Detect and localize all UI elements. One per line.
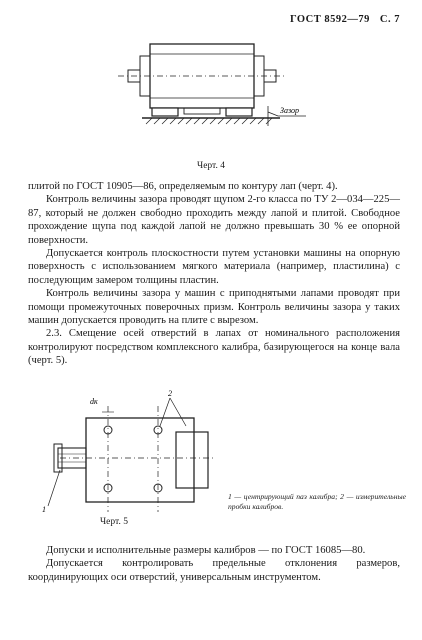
- foot-right: [226, 108, 252, 116]
- paragraph: Контроль величины зазора у машин с приподнятыми лапами проводят при помощи промежуточных поверочных призм. Контроль величины зазора у таких машин допускается проводить на плите с вырезом.: [28, 288, 400, 327]
- page-number: С. 7: [379, 14, 400, 25]
- figure-4-caption: Черт. 4: [197, 161, 225, 171]
- paragraph: Контроль величины зазора проводят щупом 2-го класса по ТУ 2—034—225—87, который не должен свободно проходить между лапой и плитой. Свободное прохождение щупа под каждой лапой не должно превышать 30 % ее опорной поверхности.: [28, 194, 400, 246]
- paragraph: Допуски и исполнительные размеры калибров — по ГОСТ 16085—80.: [46, 545, 366, 556]
- main-text: [28, 180, 400, 368]
- diameter-label: dк: [90, 397, 98, 406]
- foot-left: [152, 108, 178, 116]
- page-header: [290, 14, 400, 25]
- figure-5-drawing: [40, 390, 220, 515]
- gap-label: Зазор: [280, 106, 299, 115]
- callout-1: 1: [42, 505, 46, 514]
- gauge-body: [86, 418, 194, 502]
- paragraph: Допускается контролировать предельные отклонения размеров, координирующих оси отверстий, универсальным инструментом.: [28, 558, 400, 583]
- figure-4-drawing: [108, 36, 308, 136]
- callout-2: 2: [168, 390, 172, 398]
- paragraph: плитой по ГОСТ 10905—86, определяемым по контуру лап (черт. 4).: [28, 181, 338, 192]
- figure-5-legend: 1 — центрирующий паз калибра; 2 — измерительные пробки калибров.: [228, 492, 406, 511]
- standard-number: ГОСТ 8592—79: [289, 14, 370, 25]
- paragraph: Допускается контроль плоскостности путем установки машины на опорную поверхность с использованием мягкого материала (например, пластилина) с последующим замером толщины пластин.: [28, 248, 400, 286]
- figure-5-caption: Черт. 5: [100, 517, 128, 527]
- bottom-text: [28, 544, 400, 584]
- paragraph: 2.3. Смещение осей отверстий в лапах от номинального расположения контролируют посредством комплексного калибра, базирующегося на конце вала (черт. 5).: [28, 328, 400, 367]
